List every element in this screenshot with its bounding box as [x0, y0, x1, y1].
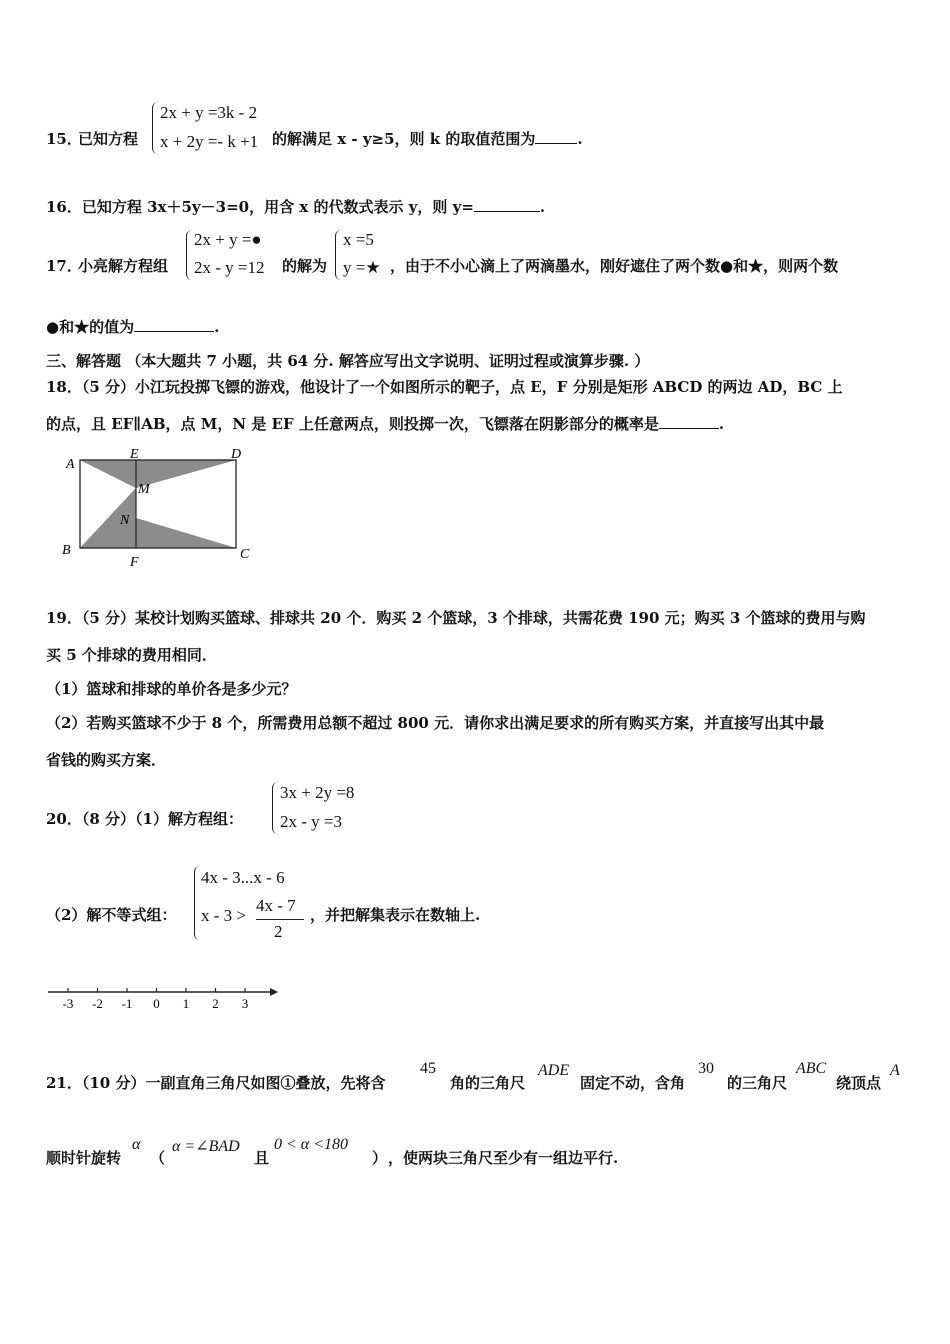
q17-middle: 的解为: [282, 257, 328, 275]
q20-fraction-bar: [256, 919, 304, 920]
q15-prefix: 已知方程: [78, 130, 139, 148]
number-line-tick-label: -1: [121, 996, 133, 1011]
q17-end: .: [214, 318, 220, 336]
q15-condition-text: 的解满足 x - y≥5，则 k 的取值范围为: [272, 130, 536, 148]
q21-45: 45: [420, 1060, 436, 1077]
q17-solution-1: x =5: [343, 230, 374, 249]
number-line-tick-label: 1: [182, 996, 190, 1011]
q15-condition: [272, 128, 583, 149]
q15-equation-2: x + 2y =- k +1: [160, 132, 259, 151]
label-d: D: [231, 448, 242, 462]
q19-line-1: 19．（5 分）某校计划购买篮球、排球共 20 个．购买 2 个篮球，3 个排球，共需花费 190 元；购买 3 个篮球的费用与购: [46, 609, 866, 627]
q21-mid-1: 角的三角尺: [450, 1074, 526, 1092]
q21-mid-4: 绕顶点: [836, 1074, 882, 1092]
number-line-tick-label: 0: [153, 996, 160, 1011]
q15-equation-1: 2x + y =3k - 2: [160, 103, 258, 122]
q21-mid-2: 固定不动，含角: [580, 1074, 686, 1092]
q19-part-2-line-1: （2）若购买篮球不少于 8 个，所需费用总额不超过 800 元．请你求出满足要求的所有购买方案，并直接写出其中最: [46, 714, 825, 732]
q21-abc: ABC: [796, 1060, 827, 1077]
q16-end: .: [539, 198, 546, 216]
q21-paren-close: ）: [372, 1149, 388, 1167]
q21-and: 且: [254, 1149, 270, 1167]
section-3-header: 三、解答题 （本大题共 7 小题，共 64 分. 解答应写出文字说明、证明过程或演算步骤. ）: [46, 352, 650, 370]
label-m: M: [138, 482, 150, 497]
q19-part-2-line-2: 省钱的购买方案．: [46, 751, 167, 769]
q21-a: A: [890, 1062, 900, 1079]
number-line: [46, 982, 286, 1014]
label-n: N: [120, 513, 130, 528]
q15-answer-blank[interactable]: [535, 131, 577, 144]
q15-end: .: [577, 130, 583, 148]
q16-answer-blank[interactable]: [474, 199, 540, 212]
q17-answer-blank[interactable]: [134, 319, 214, 332]
q16-question: 16．已知方程 3x＋5y－3=0，用含 x 的代数式表示 y，则 y=: [46, 198, 474, 216]
q16-text: [46, 196, 545, 217]
q21-line-1-prefix: 21．（10 分）一副直角三角尺如图①叠放，先将含: [46, 1074, 386, 1092]
q21-ade: ADE: [538, 1062, 570, 1079]
q18-line-2-text: 的点，且 EF∥AB，点 M，N 是 EF 上任意两点，则投掷一次，飞镖落在阴影部分的概率是: [46, 415, 659, 433]
q15-brace: [152, 102, 159, 154]
number-line-arrow: [270, 988, 278, 996]
q17-line-2: [46, 316, 219, 337]
q17-equation-1: 2x + y =●: [194, 230, 262, 249]
label-e: E: [130, 448, 139, 462]
q17-post: ，由于不小心滴上了两滴墨水，刚好遮住了两个数●和★，则两个数: [390, 257, 839, 275]
q17-equation-2: 2x - y =12: [194, 258, 265, 277]
q21-mid-3: 的三角尺: [727, 1074, 788, 1092]
label-b: B: [62, 543, 71, 558]
q21-condition-2: 0 < α <180: [274, 1136, 348, 1153]
q20-lead: 20．（8 分）（1）解方程组：: [46, 810, 243, 828]
q17-brace-system: [186, 230, 193, 280]
q20-brace-inequalities: [194, 866, 201, 940]
q17-number: 17．: [46, 257, 82, 275]
q15-number: 15．: [46, 130, 82, 148]
q20-lead-2: （2）解不等式组：: [46, 906, 177, 924]
q21-line-2-prefix: 顺时针旋转: [46, 1149, 122, 1167]
number-line-tick-label: 2: [212, 996, 219, 1011]
q20-inequality-2-left: x - 3 >: [201, 906, 246, 925]
q17-line-2-text: ●和★的值为: [46, 318, 135, 336]
number-line-tick-label: -3: [62, 996, 74, 1011]
q21-condition-1: α =∠BAD: [172, 1138, 240, 1155]
q18-answer-blank[interactable]: [659, 416, 719, 429]
label-a: A: [66, 457, 75, 472]
q17-brace-solution: [335, 230, 342, 280]
q19-line-2: 买 5 个排球的费用相同．: [46, 646, 217, 664]
q17-solution-2: y =★: [343, 258, 381, 277]
q18-target-figure: [58, 448, 258, 572]
label-f: F: [130, 555, 139, 570]
q20-brace-system: [272, 782, 279, 834]
q17-prefix: 小亮解方程组: [78, 257, 169, 275]
q21-alpha: α: [132, 1136, 141, 1153]
q19-part-1: （1）篮球和排球的单价各是多少元？: [46, 680, 297, 698]
q20-fraction-denominator: 2: [274, 922, 283, 941]
q20-equation-1: 3x + 2y =8: [280, 783, 355, 802]
q20-fraction-numerator: 4x - 7: [256, 896, 296, 915]
q21-paren-open: （: [150, 1149, 166, 1167]
label-c: C: [240, 547, 250, 562]
q20-equation-2: 2x - y =3: [280, 812, 342, 831]
number-line-tick-label: -2: [92, 996, 103, 1011]
q21-line-2-post: ，使两块三角尺至少有一组边平行.: [388, 1149, 619, 1167]
q21-30: 30: [698, 1060, 714, 1077]
q20-inequality-1: 4x - 3...x - 6: [201, 868, 285, 887]
q18-line-1: 18．（5 分）小江玩投掷飞镖的游戏，他设计了一个如图所示的靶子，点 E，F 分别是矩形 ABCD 的两边 AD，BC 上: [46, 378, 843, 396]
q20-post: ，并把解集表示在数轴上.: [310, 906, 481, 924]
number-line-tick-label: 3: [241, 996, 249, 1011]
q18-line-2: [46, 413, 724, 434]
q18-end: .: [718, 415, 725, 433]
